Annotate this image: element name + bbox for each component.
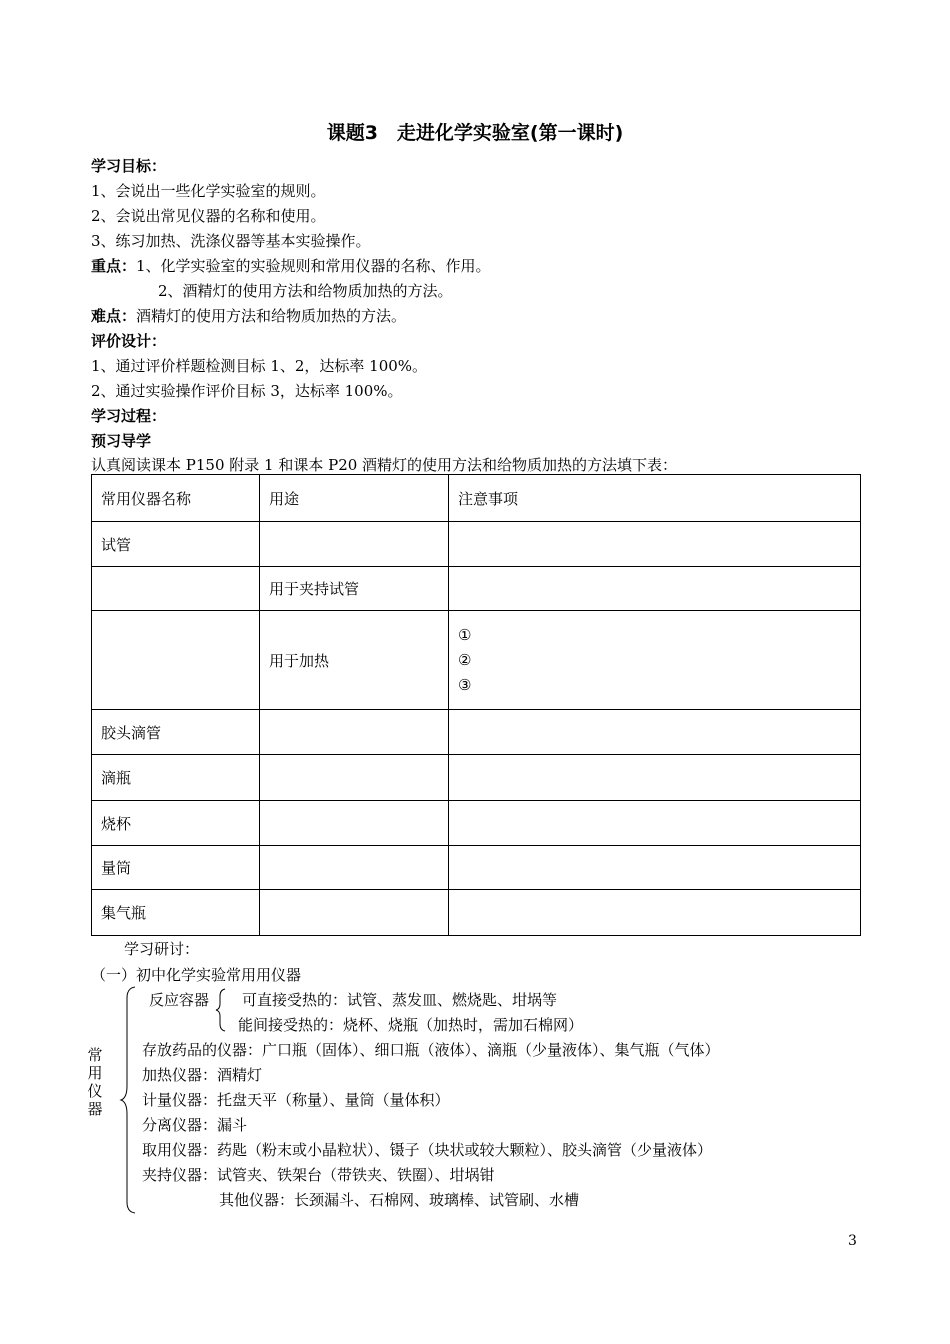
table-cell-note <box>449 522 861 567</box>
objective-item: 1、会说出一些化学实验室的规则。 <box>91 182 326 200</box>
table-header-cell: 用途 <box>260 475 449 522</box>
table-header-cell: 注意事项 <box>449 475 861 522</box>
table-cell-note <box>449 611 861 710</box>
key-points <box>91 255 491 276</box>
other-instruments: 其他仪器：长颈漏斗、石棉网、玻璃棒、试管刷、水槽 <box>219 1191 580 1209</box>
table-cell-note <box>449 567 861 611</box>
table-row <box>92 846 861 890</box>
reaction-direct: 可直接受热的：试管、蒸发皿、燃烧匙、坩埚等 <box>242 991 558 1009</box>
table-cell-use <box>260 890 449 936</box>
vertical-label: 常用仪器 <box>87 1046 103 1118</box>
instrument-line: 取用仪器：药匙（粉末或小晶粒状）、镊子（块状或较大颗粒）、胶头滴管（少量液体） <box>142 1141 713 1159</box>
difficulty-label: 难点： <box>91 307 137 325</box>
table-cell-use <box>260 522 449 567</box>
evaluation-item: 2、通过实验操作评价目标 3，达标率 100%。 <box>91 382 403 400</box>
table-row <box>92 710 861 755</box>
table-cell-use <box>260 846 449 890</box>
reaction-indirect: 能间接受热的：烧杯、烧瓶（加热时，需加石棉网） <box>238 1016 584 1034</box>
table-cell-name <box>92 611 260 710</box>
page-title: 课题3 走进化学实验室(第一课时) <box>326 122 624 144</box>
instruction: 认真阅读课本 P150 附录 1 和课本 P20 酒精灯的使用方法和给物质加热的方法填下表： <box>91 456 678 474</box>
table-cell-note <box>449 801 861 846</box>
table-cell-use <box>260 710 449 755</box>
table-row <box>92 801 861 846</box>
study-section: （一）初中化学实验常用用仪器 <box>91 966 302 984</box>
table-header-row <box>92 475 861 522</box>
table-cell-name: 胶头滴管 <box>92 710 260 755</box>
brace-icon <box>215 988 227 1032</box>
instrument-line: 加热仪器：酒精灯 <box>142 1066 263 1084</box>
note-mark: ② <box>458 650 472 669</box>
table-row <box>92 522 861 567</box>
table-row <box>92 755 861 801</box>
table-cell-note <box>449 755 861 801</box>
instrument-line: 分离仪器：漏斗 <box>142 1116 248 1134</box>
evaluation-item: 1、通过评价样题检测目标 1、2，达标率 100%。 <box>91 357 428 375</box>
page-number: 3 <box>848 1233 857 1249</box>
note-mark: ① <box>458 625 472 644</box>
difficulty <box>91 305 406 326</box>
table-cell-use: 用于夹持试管 <box>260 567 449 611</box>
evaluation-heading: 评价设计： <box>91 332 167 350</box>
table-cell-note <box>449 846 861 890</box>
table-cell-note <box>449 890 861 936</box>
table-cell-note <box>449 710 861 755</box>
instrument-line: 存放药品的仪器：广口瓶（固体）、细口瓶（液体）、滴瓶（少量液体）、集气瓶（气体） <box>142 1041 720 1059</box>
table-cell-use <box>260 801 449 846</box>
table-cell-name: 量筒 <box>92 846 260 890</box>
table-row <box>92 890 861 936</box>
process-heading: 学习过程： <box>91 407 167 425</box>
brace-icon <box>119 986 137 1214</box>
table-row <box>92 611 861 710</box>
difficulty-text: 酒精灯的使用方法和给物质加热的方法。 <box>136 307 407 325</box>
table-cell-name: 滴瓶 <box>92 755 260 801</box>
key-points-line1: 1、化学实验室的实验规则和常用仪器的名称、作用。 <box>136 257 491 275</box>
table-cell-name <box>92 567 260 611</box>
table-row <box>92 567 861 611</box>
table-cell-use <box>260 755 449 801</box>
table-header-cell: 常用仪器名称 <box>92 475 260 522</box>
key-points-label: 重点： <box>91 257 137 275</box>
table-cell-name: 烧杯 <box>92 801 260 846</box>
preview-heading: 预习导学 <box>91 432 152 450</box>
key-points-line2: 2、酒精灯的使用方法和给物质加热的方法。 <box>158 282 453 300</box>
objective-item: 2、会说出常见仪器的名称和使用。 <box>91 207 326 225</box>
study-heading: 学习研讨： <box>124 940 200 958</box>
table-cell-name: 试管 <box>92 522 260 567</box>
instrument-line: 夹持仪器：试管夹、铁架台（带铁夹、铁圈）、坩埚钳 <box>142 1166 495 1184</box>
reaction-label: 反应容器 <box>149 991 210 1009</box>
objectives-heading: 学习目标： <box>91 157 167 175</box>
objective-item: 3、练习加热、洗涤仪器等基本实验操作。 <box>91 232 371 250</box>
note-mark: ③ <box>458 675 472 694</box>
table-cell-name: 集气瓶 <box>92 890 260 936</box>
instrument-line: 计量仪器：托盘天平（称量）、量筒（量体积） <box>142 1091 450 1109</box>
instrument-table <box>91 474 861 936</box>
table-cell-use: 用于加热 <box>260 611 449 710</box>
